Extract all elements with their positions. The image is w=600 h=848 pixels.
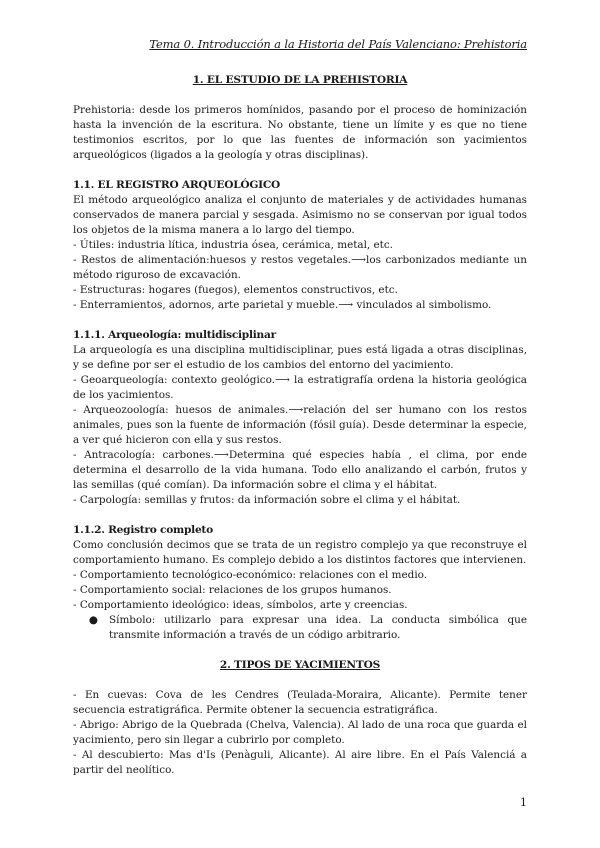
section-1-intro: Prehistoria: desde los primeros homínidos, pasando por el proceso de hominización hasta la invención de la escritura. No obstante, tiene un límite y es que no tiene testimonios escritos, por lo que las fuentes de información son yacimientos arqueológicos (ligados a la geología y otras disciplinas). bbox=[73, 104, 527, 161]
list-item: - Útiles: industria lítica, industria ósea, cerámica, metal, etc. bbox=[73, 239, 393, 251]
list-item: - Carpología: semillas y frutos: da información sobre el clima y el hábitat. bbox=[73, 494, 461, 506]
bullet-text: Símbolo: utilizarlo para expresar una idea. La conducta simbólica que transmite información a través de un código arbitrario. bbox=[109, 614, 527, 641]
subsection-1-1-1-title: 1.1.1. Arqueología: multidisciplinar bbox=[73, 329, 276, 341]
section-1-title: 1. EL ESTUDIO DE LA PREHISTORIA bbox=[192, 74, 408, 86]
list-item: - En cuevas: Cova de les Cendres (Teulada-Moraira, Alicante). Permite tener secuencia estratigráfica. Permite obtener la secuencia estratigráfica. bbox=[73, 689, 527, 716]
list-item: - Abrigo: Abrigo de la Quebrada (Chelva, Valencia). Al lado de una roca que guarda el yacimiento, pero sin llegar a cubrirlo por completo. bbox=[73, 719, 527, 746]
subsection-1-1-para: El método arqueológico analiza el conjunto de materiales y de actividades humanas conservados de manera parcial y sesgada. Asimismo no se conservan por igual todos los objetos de la misma manera a lo largo del tiempo. bbox=[73, 194, 527, 236]
page-content bbox=[73, 73, 527, 778]
list-item: - Antracología: carbones.⟶Determina qué especies había , el clima, por ende determina el desarrollo de la vida humana. Todo ello analizando el carbón, frutos y las semillas (qué comían). Da información sobre el clima y el hábitat. bbox=[73, 449, 527, 491]
list-item: - Arqueozoología: huesos de animales.⟶relación del ser humano con los restos animales, pues son la fuente de información (fósil guía). Desde determinar la especie, a ver qué hicieron con ella y sus restos. bbox=[73, 404, 527, 446]
page-header: Tema 0. Introducción a la Historia del País Valenciano: Prehistoria bbox=[149, 37, 527, 51]
subsection-1-1-2-para: Como conclusión decimos que se trata de un registro complejo ya que reconstruye el comportamiento humano. Es complejo debido a los distintos factores que intervienen. bbox=[73, 539, 527, 566]
section-2-title: 2. TIPOS DE YACIMIENTOS bbox=[219, 659, 381, 671]
subsection-1-1-title: 1.1. EL REGISTRO ARQUEOLÓGICO bbox=[73, 179, 281, 191]
list-item: - Estructuras: hogares (fuegos), elementos constructivos, etc. bbox=[73, 284, 398, 296]
subsection-1-1-2-title: 1.1.2. Registro completo bbox=[73, 524, 213, 536]
list-item: - Comportamiento tecnológico-económico: relaciones con el medio. bbox=[73, 569, 428, 581]
list-item: - Al descubierto: Mas d'Is (Penàguli, Alicante). Al aire libre. En el País Valenciá a partir del neolítico. bbox=[73, 749, 527, 776]
bullet-dot-icon: ● bbox=[88, 614, 98, 626]
list-item: - Comportamiento social: relaciones de los grupos humanos. bbox=[73, 584, 392, 596]
page-number: 1 bbox=[520, 796, 527, 809]
bullet-item bbox=[73, 613, 527, 643]
list-item: - Comportamiento ideológico: ideas, símbolos, arte y creencias. bbox=[73, 599, 408, 611]
subsection-1-1-1-para: La arqueología es una disciplina multidisciplinar, pues está ligada a otras disciplinas, y se define por ser el estudio de los cambios del entorno del yacimiento. bbox=[73, 344, 527, 371]
list-item: - Enterramientos, adornos, arte parietal y mueble.⟶ vinculados al simbolismo. bbox=[73, 299, 492, 311]
list-item: - Geoarqueología: contexto geológico.⟶ la estratigrafía ordena la historia geológica de los yacimientos. bbox=[73, 374, 527, 401]
list-item: - Restos de alimentación:huesos y restos vegetales.⟶los carbonizados mediante un método riguroso de excavación. bbox=[73, 254, 527, 281]
